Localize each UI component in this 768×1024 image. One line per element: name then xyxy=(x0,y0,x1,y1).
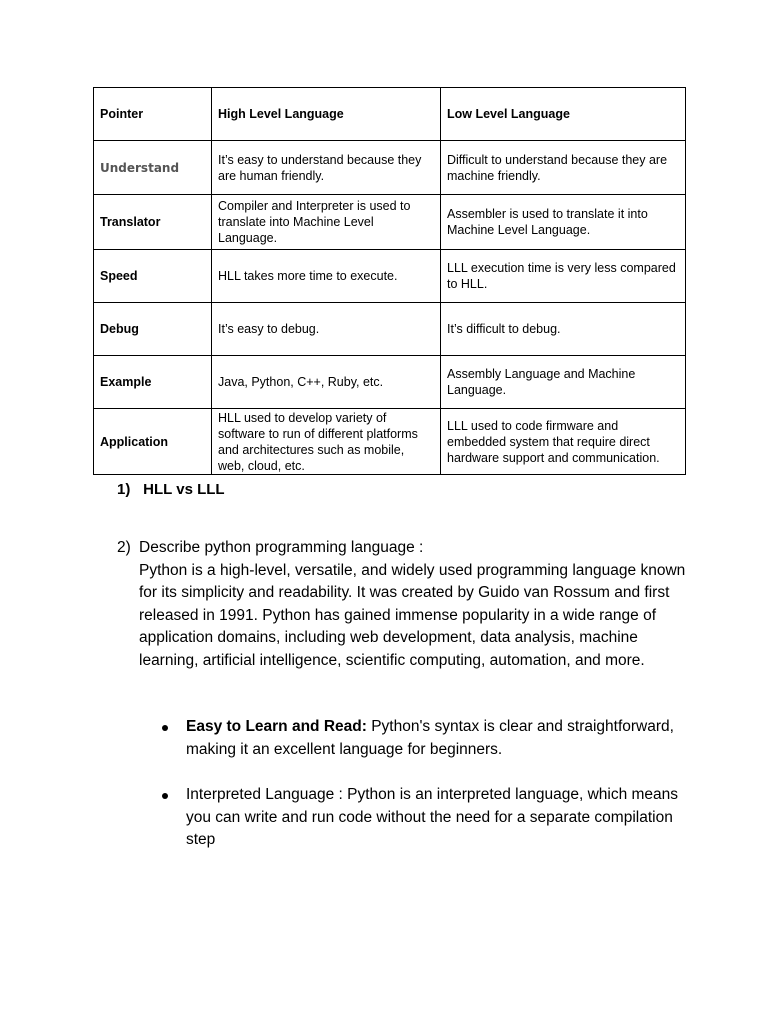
row-lll-cell: Assembler is used to translate it into Machine Level Language. xyxy=(441,195,686,250)
list-item-lead: Easy to Learn and Read: xyxy=(186,718,367,735)
header-low-level-language: Low Level Language xyxy=(441,88,686,141)
section-2-question-text: Describe python programming language : xyxy=(139,539,424,556)
table-row xyxy=(94,141,686,195)
row-hll-cell: HLL used to develop variety of software to run of different platforms and architectures such as mobile, web, cloud, etc. xyxy=(212,409,441,475)
table-row xyxy=(94,356,686,409)
row-pointer-cell: Understand xyxy=(94,141,212,195)
table-row xyxy=(94,303,686,356)
list-item xyxy=(160,784,690,852)
row-pointer-cell: Speed xyxy=(94,250,212,303)
row-hll-cell: Compiler and Interpreter is used to translate into Machine Level Language. xyxy=(212,195,441,250)
row-lll-cell: Assembly Language and Machine Language. xyxy=(441,356,686,409)
section-1-heading xyxy=(117,481,225,498)
row-pointer-cell: Debug xyxy=(94,303,212,356)
list-item-text: Interpreted Language : Python is an interpreted language, which means you can write and run code without the need for a separate compilation step xyxy=(186,786,679,848)
section-2 xyxy=(117,537,687,672)
row-lll-cell: Difficult to understand because they are machine friendly. xyxy=(441,141,686,195)
row-hll-cell: Java, Python, C++, Ruby, etc. xyxy=(212,356,441,409)
list-item xyxy=(160,716,690,761)
section-2-body: Python is a high-level, versatile, and widely used programming language known for its simplicity and readability. It was created by Guido van Rossum and first released in 1991. Python has gained immense popularity in a wide range of application domains, including web development, data analysis, machine learning, artificial intelligence, scientific computing, automation, and more. xyxy=(139,561,686,669)
row-lll-cell: It’s difficult to debug. xyxy=(441,303,686,356)
header-pointer: Pointer xyxy=(94,88,212,141)
row-hll-cell: It’s easy to debug. xyxy=(212,303,441,356)
row-hll-cell: It’s easy to understand because they are human friendly. xyxy=(212,141,441,195)
row-pointer-cell: Example xyxy=(94,356,212,409)
comparison-table xyxy=(93,87,686,475)
row-lll-cell: LLL used to code firmware and embedded system that require direct hardware support and communication. xyxy=(441,409,686,475)
table-header-row xyxy=(94,88,686,141)
table-row xyxy=(94,250,686,303)
row-pointer-cell: Translator xyxy=(94,195,212,250)
bullet-icon xyxy=(162,725,168,731)
feature-list xyxy=(160,716,690,875)
row-pointer-cell: Application xyxy=(94,409,212,475)
row-lll-cell: LLL execution time is very less compared to HLL. xyxy=(441,250,686,303)
table-row xyxy=(94,195,686,250)
section-2-number: 2) xyxy=(117,539,131,556)
section-2-question xyxy=(117,537,687,560)
table-row xyxy=(94,409,686,475)
bullet-icon xyxy=(162,793,168,799)
header-high-level-language: High Level Language xyxy=(212,88,441,141)
list-item-text: Python's syntax is clear and straightforward, making it an excellent language for beginners. xyxy=(186,718,674,758)
section-1-title: HLL vs LLL xyxy=(143,481,225,498)
row-hll-cell: HLL takes more time to execute. xyxy=(212,250,441,303)
section-1-number: 1) xyxy=(117,481,131,498)
